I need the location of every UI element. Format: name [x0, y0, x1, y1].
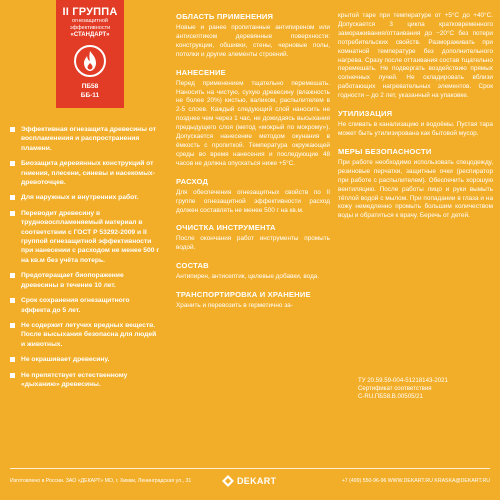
section-heading-consumption: РАСХОД	[176, 176, 209, 186]
section-text-consumption: Для обеспечения огнезащитных свойств по II группе огнезащитной эффективности расход должен составлять не менее 500 г на кв.м.	[176, 188, 330, 214]
section-heading-safety: МЕРЫ БЕЗОПАСНОСТИ	[338, 146, 432, 156]
fire-group-badge	[56, 0, 124, 108]
list-item: Предотвращает биопоражение древесины в течение 10 лет.	[10, 271, 160, 290]
contact-info: +7 (499) 550-96-96 WWW.DEKART.RU KRASKA@DEKART.RU	[341, 478, 490, 484]
section-text-safety: При работе необходимо использовать спецодежду, резиновые перчатки, защитные очки (респиратор при работе с распылителем). Обеспечить хорошую вентиляцию. После работы лицо и руки вымыть тёплой водой с мылом. При попадании в глаза и на кожу немедленно промыть большим количеством воды и обратиться к врачу. Беречь от детей.	[338, 158, 493, 220]
list-item: Не содержит летучих вредных веществ. После высыхания безопасна для людей и животных.	[10, 321, 160, 349]
badge-efficiency: огнезащитной эффективности	[69, 18, 111, 31]
section-text-transport-continued: крытой таре при температуре от +5°С до +40°С. Допускается 3 цикла кратковременного замораживания/оттаивания до −20°С без потери потребительских свойств. Размораживать при комнатной температуре без дополнительного нагрева. Сразу после оттаивания состав тщательно перемешать. Не подвергать воздействию прямых солнечных лучей. Не складировать вблизи работающих нагревательных элементов. Срок годности – до 2 лет, указанный на упаковке.	[338, 12, 493, 100]
list-item: Не окрашивает древесину.	[10, 355, 160, 364]
badge-group: II ГРУППА	[62, 6, 118, 18]
list-item: Эффективная огнезащита древесины от воспламенения и распространения пламени.	[10, 125, 160, 153]
list-item: Биозащита деревянных конструкций от гниения, плесени, синевы и насекомых-древоточцев.	[10, 159, 160, 187]
fire-warning-icon	[74, 45, 106, 77]
square-bullet-icon	[10, 127, 15, 132]
manufacturer-info: Изготовлено в России. ЗАО «ДЕКАРТ» МО, г. Химки, Ленинградская ул., 31	[10, 478, 192, 484]
square-bullet-icon	[10, 357, 15, 362]
tu-number: ТУ 20.59.59-004-51218143-2021	[358, 377, 448, 384]
footer	[10, 474, 490, 488]
middle-column	[176, 12, 330, 319]
footer-divider	[10, 468, 490, 469]
list-item: Не препятствует естественному «дыханию» древесины.	[10, 371, 160, 390]
square-bullet-icon	[10, 211, 15, 216]
square-bullet-icon	[10, 161, 15, 166]
section-heading-applying: НАНЕСЕНИЕ	[176, 67, 226, 77]
square-bullet-icon	[10, 323, 15, 328]
section-heading-disposal: УТИЛИЗАЦИЯ	[338, 109, 393, 119]
badge-fire-class-2: ББ-11	[80, 92, 100, 99]
certificate-label: Сертификат соответствия	[358, 384, 432, 392]
badge-fire-class: ПБ58	[81, 83, 99, 90]
square-bullet-icon	[10, 298, 15, 303]
certification-block	[358, 377, 493, 401]
section-text-transport: Хранить и перевозить в герметично за-	[176, 302, 293, 310]
section-heading-transport: ТРАНСПОРТИРОВКА И ХРАНЕНИЕ	[176, 290, 311, 300]
section-text-disposal: Не сливать в канализацию и водоёмы. Пустая тара может быть утилизирована как бытовой мусор.	[338, 121, 493, 137]
section-heading-composition: СОСТАВ	[176, 261, 209, 271]
dekart-logo-icon	[222, 475, 234, 487]
square-bullet-icon	[10, 195, 15, 200]
square-bullet-icon	[10, 373, 15, 378]
section-text-composition: Антипирен, антисептик, целевые добавки, вода.	[176, 273, 320, 281]
section-heading-cleaning: ОЧИСТКА ИНСТРУМЕНТА	[176, 223, 276, 233]
section-text-cleaning: После окончания работ инструменты промыть водой.	[176, 235, 330, 252]
list-item: Срок сохранения огнезащитного эффекта до 5 лет.	[10, 296, 160, 315]
right-column	[338, 12, 493, 229]
list-item: Для наружных и внутренних работ.	[10, 193, 160, 202]
section-heading-application: ОБЛАСТЬ ПРИМЕНЕНИЯ	[176, 12, 274, 21]
feature-list	[10, 125, 160, 395]
certificate-number: С-RU.ПБ58.В.00505/21	[358, 392, 423, 400]
section-text-application: Новые и ранее пропитанные антипиреном или антисептиком деревянные поверхности: конструкции, обшивки, стены, черновые полы, потолки и другие элементы строений.	[176, 24, 330, 58]
brand-logo	[222, 475, 284, 487]
square-bullet-icon	[10, 273, 15, 278]
section-text-applying: Перед применением тщательно перемешать. Наносить на чистую, сухую древесину (влажность не более 20%) кистью, валиком, распылителем в 2-5 слоев. Каждый следующий слой наносить не позднее чем через 1 час, не дожидаясь высыхания предыдущего слоя (метод «мокрый по мокрому»). Допускается нанесение методом окунания в ёмкость с пропиткой. Температура окружающей среды во время нанесения и последующие 48 часов не должна опускаться ниже +5°С.	[176, 79, 330, 167]
badge-standard: «СТАНДАРТ»	[70, 32, 110, 38]
list-item: Переводит древесину в трудновоспламеняемый материал в соответствии с ГОСТ Р 53292-2009 и II группой огнезащитной эффективности при нанесении с расходом не менее 500 г на кв.м без учёта потерь.	[10, 209, 160, 265]
brand-name: DEKART	[237, 476, 277, 486]
